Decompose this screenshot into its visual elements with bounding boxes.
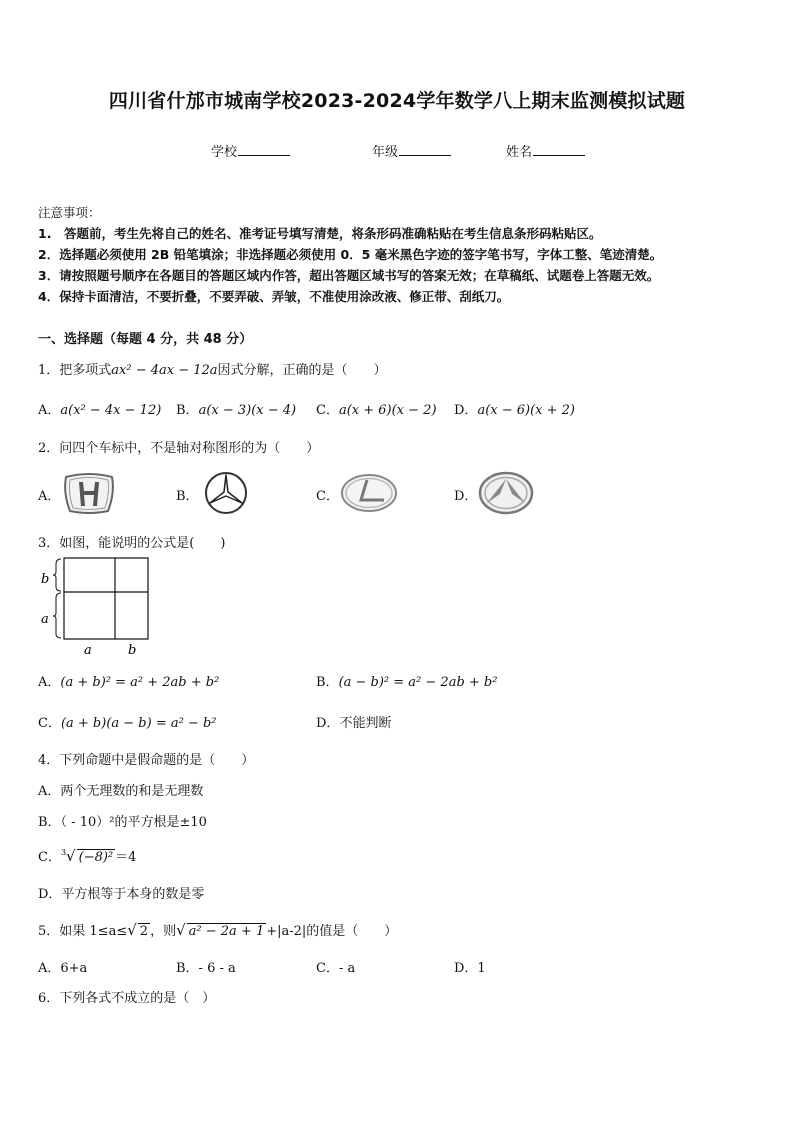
note-item: 1. 答题前，考生先将自己的姓名、准考证号填写清楚，将条形码准确粘贴在考生信息条形码粘贴区。 (38, 226, 602, 241)
label-a-left: a (41, 612, 49, 627)
q5-option-c: C．- a (316, 961, 356, 976)
question-6: 6．下列各式不成立的是（ ） (38, 991, 216, 1006)
q5-option-d: D．1 (454, 961, 486, 976)
lexus-logo-icon (340, 472, 398, 514)
q3-option-d (316, 712, 391, 731)
note-item: 3．请按照题号顺序在各题目的答题区域内作答，超出答题区域书写的答案无效；在草稿纸、试题卷上答题无效。 (38, 268, 660, 283)
q4-option-d: D．平方根等于本身的数是零 (38, 887, 205, 902)
page-title: 四川省什邡市城南学校2023-2024学年数学八上期末监测模拟试题 (108, 90, 686, 112)
q3-option-c (38, 712, 217, 731)
notes-heading: 注意事项： (38, 205, 101, 220)
question-3: 3．如图，能说明的公式是( ) (38, 536, 226, 551)
option-label: D． (454, 403, 478, 418)
note-item: 2．选择题必须使用 2B 铅笔填涂；非选择题必须使用 0．5 毫米黑色字迹的签字笔书写，字体工整、笔迹清楚。 (38, 247, 663, 262)
q5-pre: 5．如果 1≤a≤ (38, 924, 128, 939)
grade-blank (399, 143, 451, 156)
option-label: D． (316, 716, 340, 731)
label-a-bottom: a (84, 643, 92, 658)
option-expr: (a − b)² = a² − 2ab + b² (338, 675, 498, 690)
option-expr: (a + b)² = a² + 2ab + b² (60, 675, 220, 690)
q2-option-b-label: B． (176, 489, 199, 504)
option-text: 不能判断 (339, 716, 392, 731)
question-5: 5．如果 1≤a≤√ 2 ，则√ a² − 2a + 1 +|a-2|的值是（ ） (38, 921, 398, 939)
q2-option-c-label: C． (316, 489, 339, 504)
option-label: C． (38, 850, 61, 865)
question-1 (38, 359, 387, 378)
option-result: ＝4 (115, 850, 137, 865)
grade-label: 年级 (372, 145, 399, 160)
q4-option-b: B．（ - 10）²的平方根是±10 (38, 815, 207, 830)
option-expr: a(x + 6)(x − 2) (338, 403, 437, 418)
name-blank (533, 143, 585, 156)
section-heading: 一、选择题（每题 4 分，共 48 分） (38, 332, 253, 347)
q4-option-a: A．两个无理数的和是无理数 (38, 784, 204, 799)
q1-pre: 1．把多项式 (38, 363, 112, 378)
q1-expr: ax² − 4ax − 12a (111, 363, 218, 378)
q3-option-a (38, 671, 219, 690)
q1-option-d (454, 399, 575, 418)
label-b-left: b (41, 572, 50, 587)
q5-mid: ，则 (150, 924, 177, 939)
cube-root-radicand: (−8)² (78, 850, 114, 865)
school-label: 学校 (211, 145, 238, 160)
label-b-bottom: b (128, 643, 137, 658)
option-expr: (a + b)(a − b) = a² − b² (60, 716, 217, 731)
q2-option-a-label: A． (38, 489, 61, 504)
q2-option-d-label: D． (454, 489, 478, 504)
q4-option-c: C．$^3$√ (−8)² ＝4 (38, 847, 137, 865)
option-expr: a(x² − 4x − 12) (60, 403, 162, 418)
option-label: C． (38, 716, 61, 731)
option-label: B． (316, 675, 339, 690)
sqrt2-radicand: 2 (139, 924, 149, 939)
mercedes-logo-icon (203, 470, 249, 516)
name-field (506, 141, 585, 160)
question-4: 4．下列命题中是假命题的是（ ） (38, 753, 255, 768)
q1-option-a (38, 399, 161, 418)
option-label: C． (316, 403, 339, 418)
sqrt-radicand: a² − 2a + 1 (188, 924, 265, 939)
q5-option-b: B．- 6 - a (176, 961, 236, 976)
option-expr: a(x − 6)(x + 2) (477, 403, 575, 418)
note-item: 4．保持卡面清洁，不要折叠，不要弄破、弄皱，不准使用涂改液、修正带、刮纸刀。 (38, 289, 510, 304)
option-expr: a(x − 3)(x − 4) (198, 403, 297, 418)
option-label: B． (176, 403, 199, 418)
name-label: 姓名 (506, 145, 533, 160)
q1-option-b (176, 399, 296, 418)
q1-option-c (316, 399, 437, 418)
infiniti-logo-icon (478, 470, 534, 516)
option-label: A． (38, 403, 61, 418)
school-blank (238, 143, 290, 156)
q1-post: 因式分解，正确的是（ ） (217, 363, 387, 378)
q3-option-b (316, 671, 497, 690)
q5-post: +|a-2|的值是（ ） (266, 924, 398, 939)
q5-option-a: A．6+a (38, 961, 88, 976)
option-label: A． (38, 675, 61, 690)
honda-logo-icon (62, 471, 116, 515)
grade-field (372, 141, 451, 160)
school-field (211, 141, 290, 160)
square-diagram (36, 555, 156, 660)
question-2: 2．问四个车标中，不是轴对称图形的为（ ） (38, 441, 320, 456)
